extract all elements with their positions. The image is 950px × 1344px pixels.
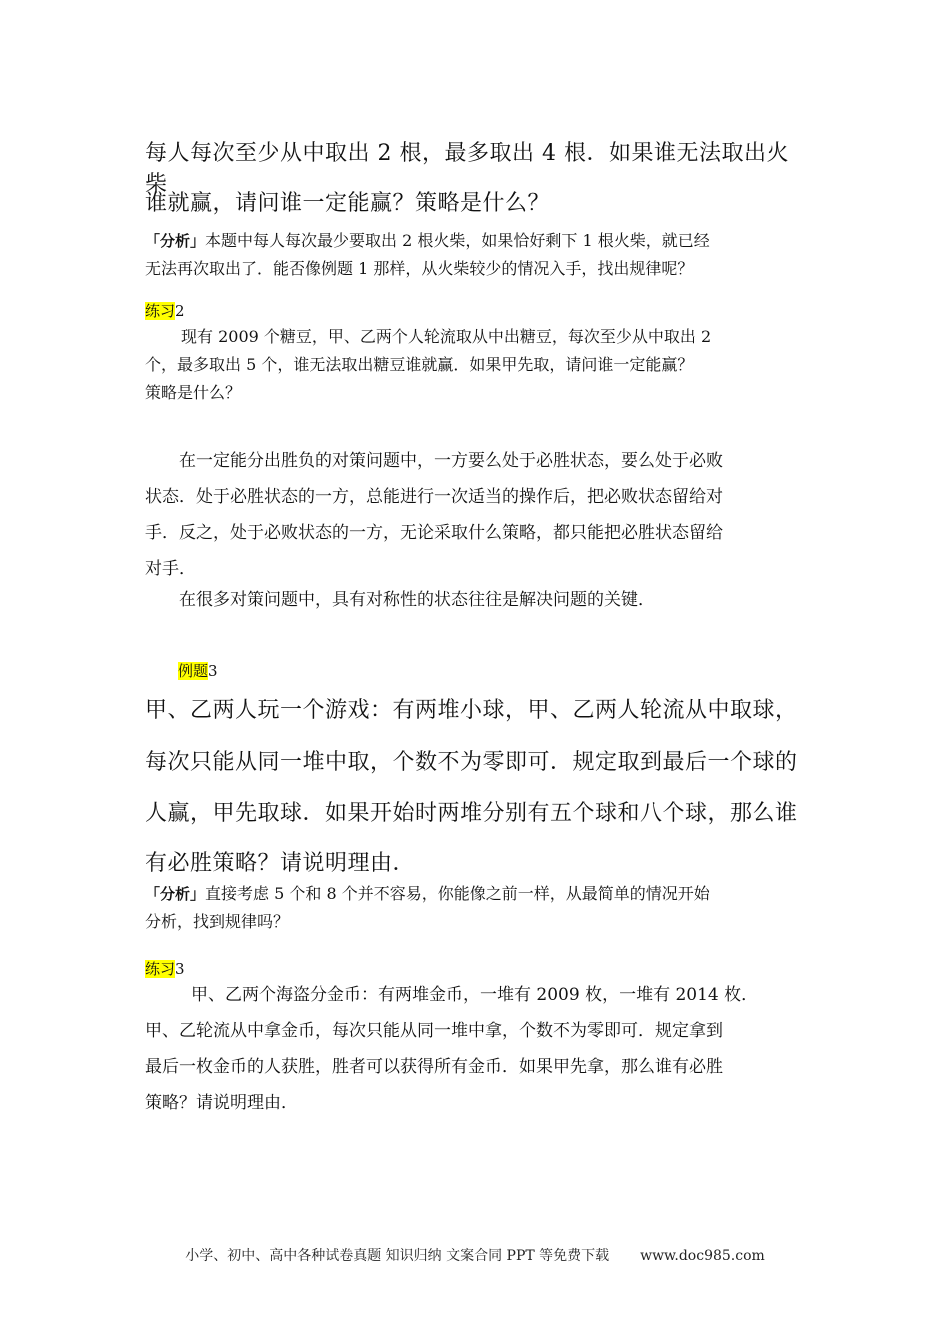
exercise-2-body	[145, 323, 810, 407]
example-3-line-3: 人赢，甲先取球．如果开始时两堆分别有五个球和八个球，那么谁	[145, 801, 798, 826]
exercise-3-highlight-label: 练习	[145, 960, 176, 978]
example-highlight-label: 例题	[178, 662, 209, 680]
theory-line-4: 对手．	[145, 559, 196, 579]
exercise-3-body	[145, 977, 810, 1121]
exercise-number: 2	[175, 302, 185, 320]
theory-line-3: 手．反之，处于必败状态的一方，无论采取什么策略，都只能把必胜状态留给	[145, 523, 723, 543]
theory-line-1: 在一定能分出胜负的对策问题中，一方要么处于必胜状态，要么处于必败	[179, 451, 723, 471]
analysis-text-1: 本题中每人每次最少要取出 2 根火柴，如果恰好剩下 1 根火柴，就已经	[205, 231, 710, 250]
problem-line-2: 谁就赢，请问谁一定能赢？策略是什么？	[145, 191, 551, 216]
analysis-3-line-1	[145, 880, 810, 908]
analysis-tag: 「分析」	[145, 232, 206, 250]
footer-url-link[interactable]: www.doc985.com	[640, 1248, 765, 1264]
problem-line-1: 每人每次至少从中取出 2 根，最多取出 4 根．如果谁无法取出火柴	[145, 141, 789, 197]
exercise-3-line-1: 甲、乙两个海盗分金币：有两堆金币，一堆有 2009 枚，一堆有 2014 枚．	[191, 985, 759, 1005]
exercise-3-line-4: 策略？请说明理由．	[145, 1093, 298, 1113]
analysis-3-tag: 「分析」	[145, 885, 206, 903]
exercise-2-line-2: 个，最多取出 5 个，谁无法取出糖豆谁就赢．如果甲先取，请问谁一定能赢？	[145, 355, 694, 374]
analysis-block-1	[145, 227, 810, 283]
example-3-line-4: 有必胜策略？请说明理由．	[145, 851, 416, 876]
analysis-line-2: 无法再次取出了．能否像例题 1 那样，从火柴较少的情况入手，找出规律呢？	[145, 259, 694, 278]
theory-line-2: 状态．处于必胜状态的一方，总能进行一次适当的操作后，把必败状态留给对	[145, 487, 723, 507]
theory-paragraph	[145, 443, 810, 587]
analysis-line-1	[145, 227, 810, 255]
exercise-2-line-3: 策略是什么？	[145, 383, 242, 402]
exercise-3-number: 3	[175, 960, 185, 978]
example-3-line-2: 每次只能从同一堆中取，个数不为零即可．规定取到最后一个球的	[145, 750, 798, 775]
footer-text: 小学、初中、高中各种试卷真题 知识归纳 文案合同 PPT 等免费下载	[185, 1248, 610, 1264]
example-3-label	[145, 657, 810, 685]
exercise-highlight-label: 练习	[145, 302, 176, 320]
theory-line-5: 在很多对策问题中，具有对称性的状态往往是解决问题的关键．	[179, 590, 655, 610]
page-footer	[0, 1245, 950, 1265]
exercise-3-line-2: 甲、乙轮流从中拿金币，每次只能从同一堆中拿，个数不为零即可．规定拿到	[145, 1021, 723, 1041]
exercise-3-line-3: 最后一枚金币的人获胜，胜者可以获得所有金币．如果甲先拿，那么谁有必胜	[145, 1057, 723, 1077]
example-number: 3	[208, 662, 218, 680]
analysis-3-line-2: 分析，找到规律吗？	[145, 912, 290, 931]
analysis-3-text-1: 直接考虑 5 个和 8 个并不容易，你能像之前一样，从最简单的情况开始	[205, 884, 710, 903]
analysis-block-3	[145, 880, 810, 936]
example-3-line-1: 甲、乙两人玩一个游戏：有两堆小球，甲、乙两人轮流从中取球，	[145, 698, 798, 723]
exercise-2-line-1: 现有 2009 个糖豆，甲、乙两个人轮流取从中出糖豆，每次至少从中取出 2	[181, 327, 712, 346]
exercise-2-label	[145, 297, 810, 325]
